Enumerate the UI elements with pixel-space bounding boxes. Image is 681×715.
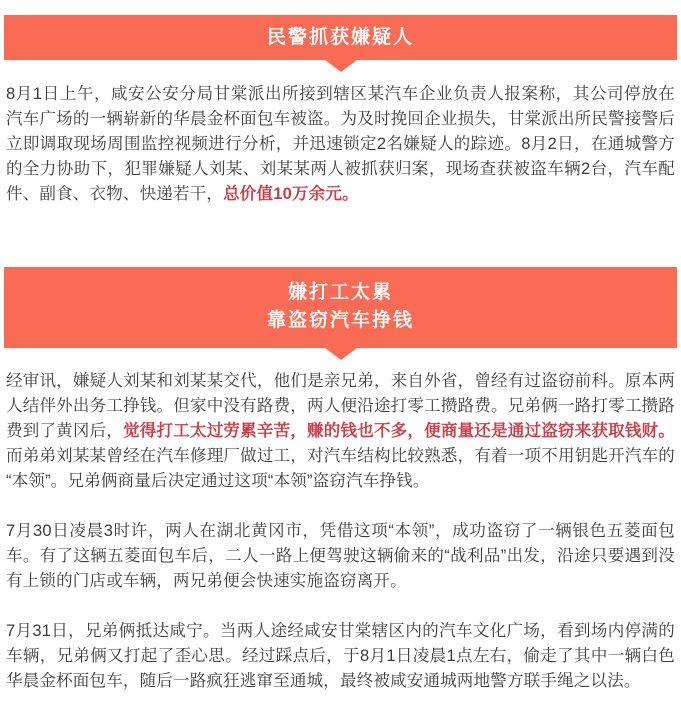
highlighted-text: 觉得打工太过劳累辛苦，赚的钱也不多，便商量还是通过盗窃来获取钱财。 xyxy=(123,422,675,440)
highlighted-text: 总价值10万余元。 xyxy=(223,185,359,203)
paragraph-case-report xyxy=(0,82,681,207)
body-text: 7月30日凌晨3时许，两人在湖北黄冈市，凭借这项“本领”，成功盗窃了一辆银色五菱面包车。有了这辆五菱面包车后，二人一路上便驾驶这辆偷来的“战利品”出发，沿途只要遇到没有上锁的门店或车辆，两兄弟便会快速实施盗窃离开。 xyxy=(6,522,675,590)
body-text: 7月31日，兄弟俩抵达咸宁。当两人途经咸安甘棠辖区内的汽车文化广场，看到场内停满的车辆，兄弟俩又打起了歪心思。经过踩点后，于8月1日凌晨1点左右，偷走了其中一辆白色华晨金杯面包车，随后一路疯狂逃窜至通城，最终被咸安通城两地警方联手绳之以法。 xyxy=(6,622,675,690)
section-banner-theft-motive xyxy=(4,267,677,348)
banner-pointer-triangle-icon xyxy=(325,60,357,72)
body-text: 经审讯，嫌疑人刘某和刘某某交代，他们是亲兄弟，来自外省，曾经有过盗窃前科。原本两人结伴外出务工挣钱。但家中没有路费，两人便沿途打零工攒路费。兄弟俩一路打零工攒路费到了黄冈后， xyxy=(6,372,675,440)
banner-title-line-2: 靠盗窃汽车挣钱 xyxy=(266,310,414,331)
paragraph-first-theft xyxy=(0,519,681,594)
banner-title-police-arrest: 民警抓获嫌疑人 xyxy=(266,26,414,48)
paragraph-second-theft-capture xyxy=(0,619,681,694)
section-banner-police-arrest xyxy=(4,15,677,60)
body-text: 而弟弟刘某某曾经在汽车修理厂做过工，对汽车结构比较熟悉，有着一项不用钥匙开汽车的“本领”。兄弟俩商量后决定通过这项“本领”盗窃汽车挣钱。 xyxy=(6,447,675,490)
banner-pointer-triangle-icon xyxy=(325,348,357,360)
banner-title-line-1: 嫌打工太累 xyxy=(287,282,393,303)
paragraph-confession xyxy=(0,369,681,494)
body-text: 8月1日上午，咸安公安分局甘棠派出所接到辖区某汽车企业负责人报案称，其公司停放在汽车广场的一辆崭新的华晨金杯面包车被盗。为及时挽回企业损失，甘棠派出所民警接警后立即调取现场周围监控视频进行分析，并迅速锁定2名嫌疑人的踪迹。8月2日，在通城警方的全力协助下，犯罪嫌疑人刘某、刘某某两人被抓获归案，现场查获被盗车辆2台，汽车配件、副食、衣物、快递若干， xyxy=(6,85,675,203)
